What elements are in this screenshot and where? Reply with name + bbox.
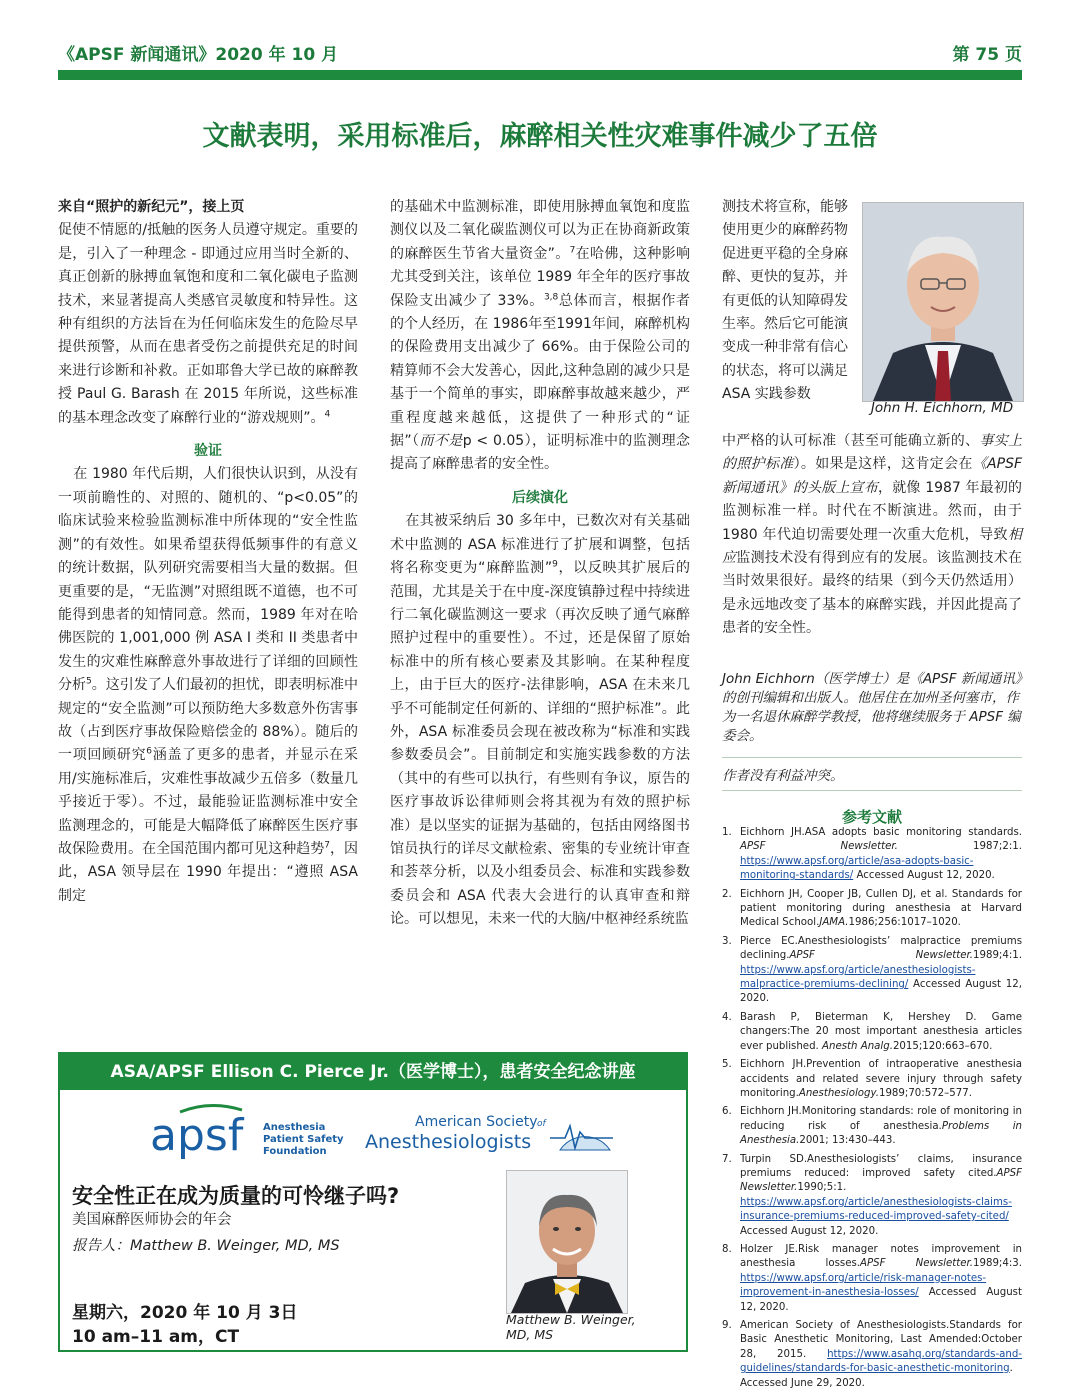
lecture-title: 安全性正在成为质量的可怜继子吗? [72, 1184, 400, 1208]
section-heading-evolution: 后续演化 [512, 489, 568, 506]
lecture-date: 星期六，2020 年 10 月 3日 [72, 1303, 298, 1323]
conflict-statement: 作者没有利益冲突。 [722, 768, 844, 784]
column-3-text [722, 430, 1022, 641]
lecture-time: 10 am–11 am，CT [72, 1327, 240, 1347]
apsf-logo-icon [150, 1102, 350, 1162]
section-heading-validation: 验证 [194, 443, 222, 460]
citation: 6 [146, 746, 153, 757]
paragraph: 促使不情愿的/抵触的医务人员遵守规定。重要的是，引入了一种理念 - 即通过应用当时全新的、真正创新的脉搏血氧饱和度和二氧化碳电子监测技术，来显著提高人类感官灵敏度和特异性。这种有组织的方法旨在为任何临床发生的危险尽早提供预警，从而在患者受伤之前提供充足的时间来进行诊断和补救。正如耶鲁大学已故的麻醉教授 Paul G. Barash 在 2015 年所说，这些标准的基本理念改变了麻醉行业的“游戏规则”。$^4$ [58, 222, 358, 426]
paragraph: 在 1980 年代后期，人们很快认识到，从没有一项前瞻性的、对照的、随机的、“p<0.05”的临床试验来检验监测标准中所体现的“安全性监测”的有效性。如果希望获得低频事件的有意义的统计数据，队列研究需要相当大量的数据。但更重要的是，“无监测”对照组既不道德，也不可能得到患者的知情同意。然而，1989 年对在哈佛医院的 1,001,000 例 ASA I 类和 II 类患者中发生的灾难性麻醉意外事故进行了详细的回顾性分析$^5$。这引发了人们最初的担忧，即表明标准中规定的“安全监测”可以预防绝大多数意外伤害事故（占到医疗事故保险赔偿金的 88%）。随后的一项回顾研究$^6$涵盖了更多的患者，并显示在采用/实施标准后，灾难性事故减少五倍多（数量几乎接近于零）。不过，最能验证监测标准中安全监测理念的，可能是大幅降低了麻醉医生医疗事故保险费用。在全国范围内都可见这种趋势$^7$，因此，ASA 领导层在 1990 年提出：“遵照 ASA 制定 [58, 466, 359, 904]
paragraph: 的基础术中监测标准，即使用脉搏血氧饱和度监测仪以及二氧化碳监测仪可以为正在协商新政策的麻醉医生节省大量资金”。$^7$在哈佛，这种影响尤其受到关注，该单位 1989 年全年的医疗事故保险支出减少了 33%。$^{3,8}$总体而言，根据作者的个人经历，在 1986年至1991年间，麻醉机构的保险费用支出减少了 66%。由于保险公司的精算师不会大发善心，因此,这种急剧的减少只是基于一个简单的事实，即麻醉事故越来越少，严重程度越来越低，这提供了一种形式的“证据”（而不是p < 0.05），证明标准中的监测理念提高了麻醉患者的安全性。 [390, 199, 690, 473]
portrait-image [863, 203, 1023, 401]
citation: 5 [86, 676, 92, 687]
lecture-banner: ASA/APSF Ellison C. Pierce Jr.（医学博士），患者安全纪念讲座 [60, 1054, 686, 1090]
article-headline: 文献表明，采用标准后，麻醉相关性灾难事件减少了五倍 [202, 121, 878, 152]
author-photo [862, 202, 1024, 402]
reference-item: 2. Eichhorn JH, Cooper JB, Cullen DJ, et al. Standards for patient monitoring during anesthesia at Harvard Medical School.JAMA.1986;256:1017–1020. [722, 888, 1022, 929]
svg-text:Anesthesia: Anesthesia [263, 1122, 326, 1133]
reference-link[interactable]: https://www.apsf.org/article/asa-adopts-basic-monitoring-standards/ [740, 855, 974, 882]
reference-link[interactable]: https://www.apsf.org/article/risk-manager-notes-improvement-in-anesthesia-losses/ [740, 1272, 987, 1299]
asa-logo-icon [365, 1108, 625, 1158]
svg-text:Anesthesiologists: Anesthesiologists [365, 1131, 532, 1153]
reference-item: 9. American Society of Anesthesiologists.Standards for Basic Anesthetic Monitoring, Last Amended:October 28, 2015. https://www.asahq.org/standards-and-guidelines/standards-for-basic-anesthetic-monitoring. Accessed June 29, 2020. [722, 1320, 1022, 1389]
reference-item: 4. Barash P, Bieterman K, Hershey D. Game changers:The 20 most important anesthesia articles ever published. Anesth Analg.2015;120:663–670. [722, 1011, 1022, 1052]
header-rule [58, 70, 1022, 80]
lecture-subtitle: 美国麻醉医师协会的年会 [72, 1212, 232, 1228]
references-heading: 参考文献 [841, 808, 902, 826]
reference-item: 8. Holzer JE.Risk manager notes improvement in anesthesia losses.APSF Newsletter.1989;4:3. https://www.apsf.org/article/risk-manager-notes-improvement-in-anesthesia-losses/ Accessed August 12, 2020. [722, 1243, 1022, 1313]
svg-text:apsf: apsf [150, 1110, 244, 1161]
divider [722, 790, 1022, 791]
apsf-logo [150, 1102, 350, 1162]
asa-logo [365, 1108, 625, 1158]
speaker-photo [506, 1170, 628, 1314]
column-1 [58, 196, 358, 908]
svg-text:of: of [537, 1119, 546, 1129]
paragraph: 中严格的认可标准（甚至可能确立新的、事实上的照护标准）。如果是这样，这肯定会在《APSF 新闻通讯》的头版上宣布，就像 1987 年最初的监测标准一样。时代在不断演进。然而，由于1980 年代迫切需要处理一次重大危机，导致相应监测技术没有得到应有的发展。该监测技术在当时效果很好。最终的结果（到今天仍然适用）是永远地改变了基本的麻醉实践，并因此提高了患者的安全性。 [722, 433, 1023, 637]
citation: 7 [569, 245, 576, 256]
publication-title: 《APSF 新闻通讯》2020 年 10 月 [58, 45, 339, 65]
speaker-photo-caption: Matthew B. Weinger, MD, MS [506, 1312, 636, 1342]
svg-text:American Society: American Society [415, 1114, 538, 1130]
lecture-speaker: 报告人：Matthew B. Weinger, MD, MS [72, 1238, 340, 1254]
citation: 7 [324, 840, 330, 851]
reference-link[interactable]: https://www.apsf.org/article/anesthesiologists-claims-insurance-premiums-reduced-improved-safety-cited/ [740, 1196, 1012, 1223]
author-bio: John Eichhorn（医学博士）是《APSF 新闻通讯》的创刊编辑和出版人。他居住在加州圣何塞市，作为一名退休麻醉学教授，他将继续服务于 APSF 编委会。 [722, 671, 1022, 744]
reference-item: 6. Eichhorn JH.Monitoring standards: role of monitoring in reducing risk of anesthesia.Problems in Anesthesia.2001; 13:430–443. [722, 1106, 1023, 1147]
divider [722, 757, 1022, 758]
reference-item: 7. Turpin SD.Anesthesiologists’ claims, insurance premiums reduced: improved safety cited.APSF Newsletter.1990;5:1. https://www.apsf.org/article/anesthesiologists-claims-insurance-premiums-reduced-improved-safety-cited/ Accessed August 12, 2020. [722, 1153, 1022, 1237]
author-photo-caption: John H. Eichhorn, MD [870, 400, 1014, 416]
column-2 [390, 196, 690, 932]
citation: 4 [324, 409, 331, 419]
page-number: 第 75 页 [952, 45, 1022, 65]
reference-item: 3. Pierce EC.Anesthesiologists’ malpractice premiums declining.APSF Newsletter.1989;4:1. https://www.apsf.org/article/anesthesiologists-malpractice-premiums-declining/ Accessed August 12, 2020. [722, 935, 1022, 1005]
citation: 3,8 [543, 291, 559, 302]
reference-item: 1. Eichhorn JH.ASA adopts basic monitoring standards. APSF Newsletter. 1987;2:1. https://www.apsf.org/article/asa-adopts-basic-monitoring-standards/ Accessed August 12, 2020. [722, 827, 1022, 882]
reference-link[interactable]: https://www.apsf.org/article/anesthesiologists-malpractice-premiums-declining/ [740, 964, 976, 991]
paragraph: 在其被采纳后 30 多年中，已数次对有关基础术中监测的 ASA 标准进行了扩展和调整，包括将名称变更为“麻醉监测”$^9$，以反映其扩展后的范围，尤其是关于在中度-深度镇静过程中持续进行二氧化碳监测这一要求（再次反映了通气麻醉照护过程中的重要性）。不过，还是保留了原始标准中的所有核心要素及其影响。在某种程度上，由于巨大的医疗-法律影响，ASA 在未来几乎不可能制定任何新的、详细的“照护标准”。此外，ASA 标准委员会现在被改称为“标准和实践参数委员会”。目前制定和实施实践参数的方法（其中的有些可以执行，有些则有争议，原告的医疗事故诉讼律师则会将其视为有效的照护标准）是以坚实的证据为基础的，包括由网络图书馆员执行的详尽文献检索、密集的专业统计审查和荟萃分析，以及小组委员会、标准和实践参数委员会和 ASA 代表大会进行的认真审查和辩论。可以想见，未来一代的大脑/中枢神经系统监 [390, 513, 690, 928]
column-3-top-text: 测技术将宣称，能够使用更少的麻醉药物促进更平稳的全身麻醉、更快的复苏，并有更低的认知障碍发生率。然后它可能演变成一种非常有信心的状态，将可以满足 ASA 实践参数 [722, 199, 848, 403]
reference-item: 5. Eichhorn JH.Prevention of intraoperative anesthesia accidents and related severe injury through safety monitoring.Anesthesiology.1989;70:572–577. [722, 1059, 1022, 1099]
continued-from: 来自“照护的新纪元”，接上页 [58, 199, 245, 215]
svg-text:Patient Safety: Patient Safety [263, 1134, 344, 1145]
citation: 9 [552, 559, 558, 570]
speaker-portrait-image [507, 1171, 627, 1313]
references-list [722, 826, 1022, 1395]
reference-link[interactable]: https://www.asahq.org/standards-and-guidelines/standards-for-basic-anesthetic-monitoring [740, 1348, 1022, 1375]
svg-text:Foundation: Foundation [263, 1146, 327, 1157]
